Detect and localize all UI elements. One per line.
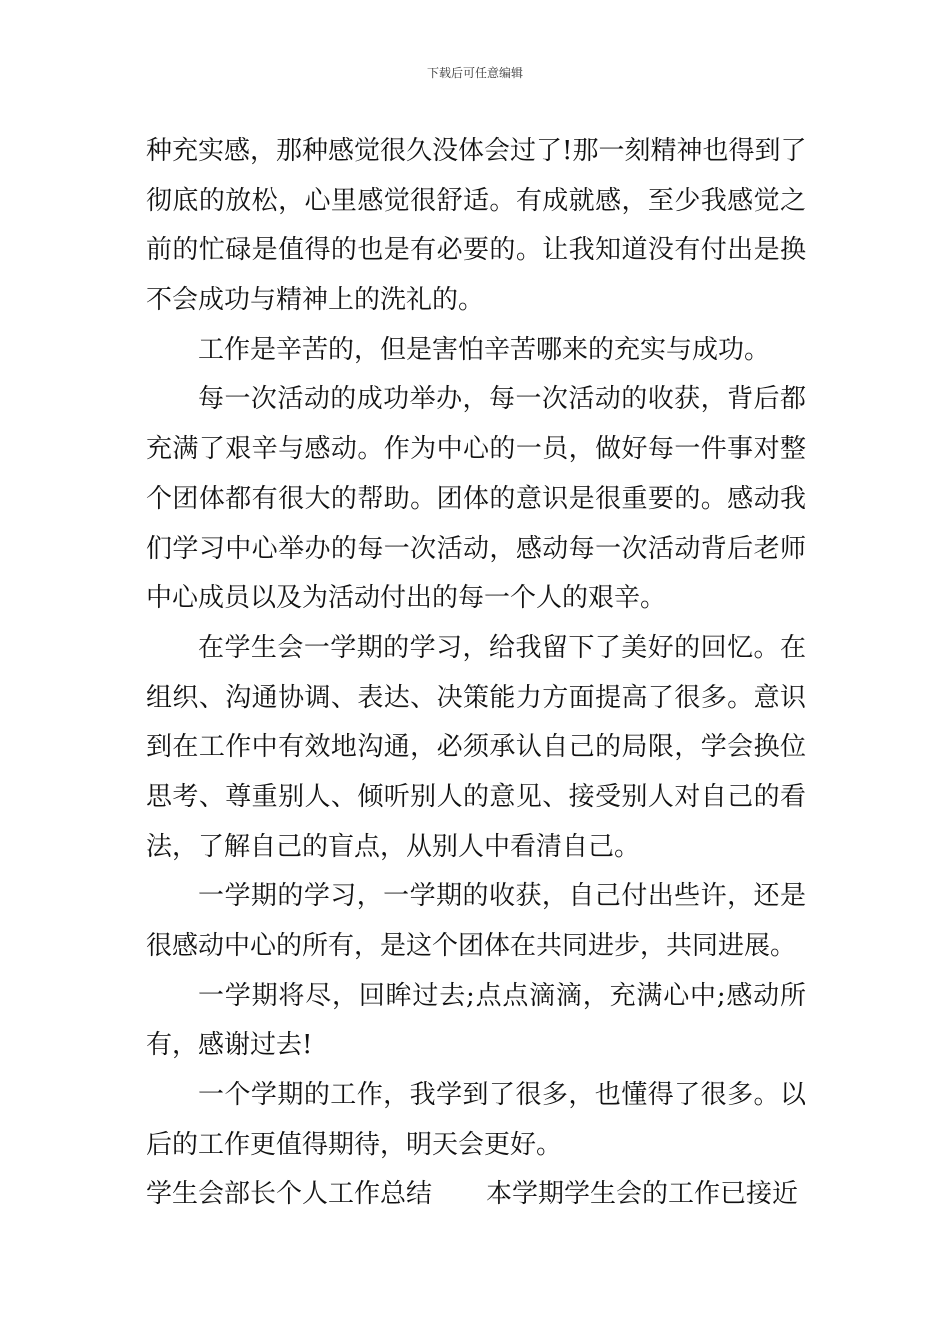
document-body [146,127,806,1220]
text-line: 思考、尊重别人、倾听别人的意见、接受别人对自己的看 [146,781,806,812]
text-line: 彻底的放松，心里感觉很舒适。有成就感，至少我感觉之 [146,185,806,216]
text-line: 前的忙碌是值得的也是有必要的。让我知道没有付出是换 [146,235,806,266]
text-line: 个团体都有很大的帮助。团体的意识是很重要的。感动我 [146,483,806,514]
text-line: 们学习中心举办的每一次活动，感动每一次活动背后老师 [146,533,806,564]
text-line: 组织、沟通协调、表达、决策能力方面提高了很多。意识 [146,682,806,713]
text-line: 后的工作更值得期待，明天会更好。 [146,1129,563,1160]
section-heading-line [146,1170,806,1220]
text-line: 到在工作中有效地沟通，必须承认自己的局限，学会换位 [146,732,806,763]
paragraph-start-line: 一学期的学习，一学期的收获，自己付出些许，还是 [198,881,806,912]
section-title: 学生会部长个人工作总结 [146,1179,433,1210]
text-line: 有，感谢过去! [146,1030,313,1061]
text-line: 法，了解自己的盲点，从别人中看清自己。 [146,831,641,862]
text-line: 充满了艰辛与感动。作为中心的一员，做好每一件事对整 [146,434,806,465]
text-line: 中心成员以及为活动付出的每一个人的艰辛。 [146,583,667,614]
page-header: 下载后可任意编辑 [426,66,523,80]
paragraph-start-line: 一学期将尽，回眸过去;点点滴滴，充满心中;感动所 [198,980,806,1011]
paragraph-start-line: 工作是辛苦的，但是害怕辛苦哪来的充实与成功。 [198,334,771,365]
paragraph-start-line: 每一次活动的成功举办，每一次活动的收获，背后都 [198,384,806,415]
text-line: 种充实感，那种感觉很久没体会过了!那一刻精神也得到了 [146,136,806,166]
paragraph-start-line: 一个学期的工作，我学到了很多，也懂得了很多。以 [198,1080,806,1111]
paragraph-start-line: 在学生会一学期的学习，给我留下了美好的回忆。在 [198,632,806,663]
text-line: 很感动中心的所有，是这个团体在共同进步，共同进展。 [146,931,797,961]
section-continuation: 本学期学生会的工作已接近 [486,1179,799,1210]
text-line: 不会成功与精神上的洗礼的。 [146,285,485,316]
